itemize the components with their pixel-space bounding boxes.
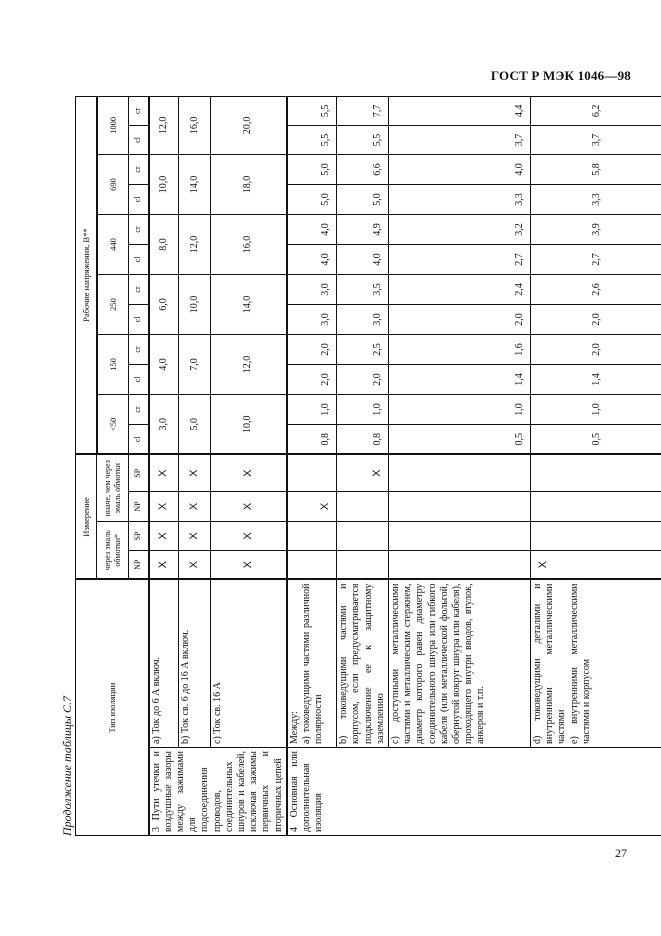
header-cr: cr <box>129 274 149 304</box>
table-row <box>211 96 287 835</box>
value: 16,0 <box>211 214 287 274</box>
value: 4,0 <box>287 214 337 244</box>
value: 6,6 <box>337 154 389 184</box>
value: 2,6 <box>531 274 661 304</box>
mark <box>337 551 389 580</box>
table-row <box>179 96 211 835</box>
mark <box>531 522 661 551</box>
value: 8,0 <box>149 214 179 274</box>
mark: X <box>337 454 389 491</box>
mark <box>389 522 531 551</box>
value: 0,5 <box>531 424 661 454</box>
mark: X <box>531 551 661 580</box>
value: 6,2 <box>531 96 661 125</box>
value: 18,0 <box>211 154 287 214</box>
row-label <box>287 580 337 748</box>
row-label: b) токоведущими частями и корпусом, если предусматривается подключение ее к защитному заземлению <box>337 580 389 748</box>
value: 5,5 <box>287 125 337 154</box>
header-voltage-1000: 1000 <box>97 96 129 154</box>
table-row <box>389 96 531 835</box>
value: 5,5 <box>287 96 337 125</box>
value: 14,0 <box>179 154 211 214</box>
mark <box>287 454 337 491</box>
table-row <box>531 96 661 835</box>
header-cr: cr <box>129 334 149 364</box>
header-cl: cl <box>129 125 149 154</box>
value: 2,4 <box>389 274 531 304</box>
header-cr: cr <box>129 154 149 184</box>
value: 3,7 <box>531 125 661 154</box>
mark <box>531 492 661 522</box>
header-working-voltages: Рабочие напряжения, В** <box>76 96 97 454</box>
mark: X <box>211 454 287 491</box>
value: 2,0 <box>389 304 531 334</box>
value: 1,0 <box>389 394 531 424</box>
value: 3,0 <box>149 394 179 454</box>
header-cl: cl <box>129 424 149 454</box>
insulation-table <box>75 96 661 836</box>
value: 4,9 <box>337 214 389 244</box>
row-label: b) Ток св. 6 до 16 А включ. <box>179 580 211 748</box>
value: 12,0 <box>179 214 211 274</box>
value: 4,4 <box>389 96 531 125</box>
value: 10,0 <box>179 274 211 334</box>
value: 2,0 <box>337 364 389 394</box>
row-label: c) Ток св. 16 А <box>211 580 287 748</box>
row-label <box>531 580 661 748</box>
value: 16,0 <box>179 96 211 154</box>
row-label: a) Ток до 6 А включ. <box>149 580 179 748</box>
mark <box>287 551 337 580</box>
header-voltage-440: 440 <box>97 214 129 274</box>
document-header: ГОСТ Р МЭК 1046—98 <box>490 68 631 83</box>
mark <box>531 454 661 491</box>
value: 3,2 <box>389 214 531 244</box>
header-cr: cr <box>129 96 149 125</box>
mark <box>389 551 531 580</box>
mark: X <box>179 551 211 580</box>
value: 2,0 <box>287 364 337 394</box>
row-label: c) доступными металлическими частями и металлическим стержнем, диаметр которого равен диаметру соединительного шнура или гибкого кабеля (или металлической фольгой, обернутой вокруг шнура или кабеля), проходящего внутри вводов, втулок, анкеров и т.п. <box>389 580 531 748</box>
mark <box>389 492 531 522</box>
value: 3,0 <box>287 274 337 304</box>
value: 10,0 <box>211 394 287 454</box>
header-cl: cl <box>129 364 149 394</box>
value: 3,0 <box>287 304 337 334</box>
mark: X <box>149 492 179 522</box>
mark: X <box>149 454 179 491</box>
value: 14,0 <box>211 274 287 334</box>
value: 4,0 <box>337 244 389 274</box>
table-caption: Продолжение таблицы С.7 <box>60 695 74 836</box>
group-4-title: 4 Основная или дополнительная изоляция <box>287 748 661 836</box>
header-other-than-enamel: иначе, чем через эмаль обмотки <box>97 454 129 521</box>
value: 3,0 <box>337 304 389 334</box>
value: 3,7 <box>389 125 531 154</box>
header-through-enamel: через эмаль обмотки* <box>97 522 129 580</box>
mark: X <box>179 522 211 551</box>
value: 1,0 <box>531 394 661 424</box>
value: 2,0 <box>287 334 337 364</box>
header-measurement: Измерение <box>76 454 97 579</box>
value: 6,0 <box>149 274 179 334</box>
mark: X <box>179 492 211 522</box>
value: 2,0 <box>531 334 661 364</box>
group-3-title: 3 Пути утечки и воздушные зазоры между зажимами для подсоединения проводов, соединительных шнуров и кабелей, исключая зажимы первичных и вторичных цепей <box>149 748 287 836</box>
value: 2,0 <box>531 304 661 334</box>
value: 12,0 <box>211 334 287 394</box>
value: 1,6 <box>389 334 531 364</box>
value: 3,3 <box>389 184 531 214</box>
value: 1,0 <box>337 394 389 424</box>
mark <box>389 454 531 491</box>
value: 2,7 <box>389 244 531 274</box>
table-row <box>149 96 179 835</box>
header-voltage-50: <50 <box>97 394 129 454</box>
value: 1,4 <box>531 364 661 394</box>
row-label-e: e) внутренними металлическими частями и корпусом <box>568 583 592 744</box>
header-np: NP <box>129 492 149 522</box>
value: 5,0 <box>287 184 337 214</box>
header-np: NP <box>129 551 149 580</box>
value: 5,0 <box>337 184 389 214</box>
page-number: 27 <box>615 846 627 860</box>
header-voltage-150: 150 <box>97 334 129 394</box>
mark: X <box>149 551 179 580</box>
value: 1,4 <box>389 364 531 394</box>
value: 0,8 <box>287 424 337 454</box>
mark: X <box>149 522 179 551</box>
value: 4,0 <box>287 244 337 274</box>
value: 0,8 <box>337 424 389 454</box>
value: 5,0 <box>287 154 337 184</box>
rotated-table-container <box>75 97 628 836</box>
header-voltage-690: 690 <box>97 154 129 214</box>
table-row <box>287 96 337 835</box>
value: 3,3 <box>531 184 661 214</box>
header-cl: cl <box>129 304 149 334</box>
value: 7,7 <box>337 96 389 125</box>
value: 7,0 <box>179 334 211 394</box>
value: 10,0 <box>149 154 179 214</box>
header-cl: cl <box>129 244 149 274</box>
value: 12,0 <box>149 96 179 154</box>
header-voltage-250: 250 <box>97 274 129 334</box>
value: 4,0 <box>389 154 531 184</box>
value: 4,0 <box>149 334 179 394</box>
value: 3,5 <box>337 274 389 304</box>
mark: X <box>287 492 337 522</box>
value: 0,5 <box>389 424 531 454</box>
value: 3,9 <box>531 214 661 244</box>
value: 5,8 <box>531 154 661 184</box>
row-label-d: d) токоведущими деталями и внутренними металлическими частями <box>532 583 568 744</box>
value: 2,7 <box>531 244 661 274</box>
value: 2,5 <box>337 334 389 364</box>
table-row <box>337 96 389 835</box>
header-cl: cl <box>129 184 149 214</box>
mark: X <box>211 551 287 580</box>
mark: X <box>211 492 287 522</box>
group-4-intro: Между: <box>288 711 300 744</box>
value: 1,0 <box>287 394 337 424</box>
mark <box>287 522 337 551</box>
value: 5,0 <box>179 394 211 454</box>
mark: X <box>179 454 211 491</box>
mark <box>337 522 389 551</box>
value: 20,0 <box>211 96 287 154</box>
header-sp: SP <box>129 454 149 491</box>
value: 5,5 <box>337 125 389 154</box>
mark <box>337 492 389 522</box>
header-sp: SP <box>129 522 149 551</box>
header-cr: cr <box>129 214 149 244</box>
row-label-text: a) токоведущими частями различной полярности <box>300 583 325 744</box>
header-insulation-type: Тип изоляции <box>76 580 149 836</box>
header-cr: cr <box>129 394 149 424</box>
mark: X <box>211 522 287 551</box>
